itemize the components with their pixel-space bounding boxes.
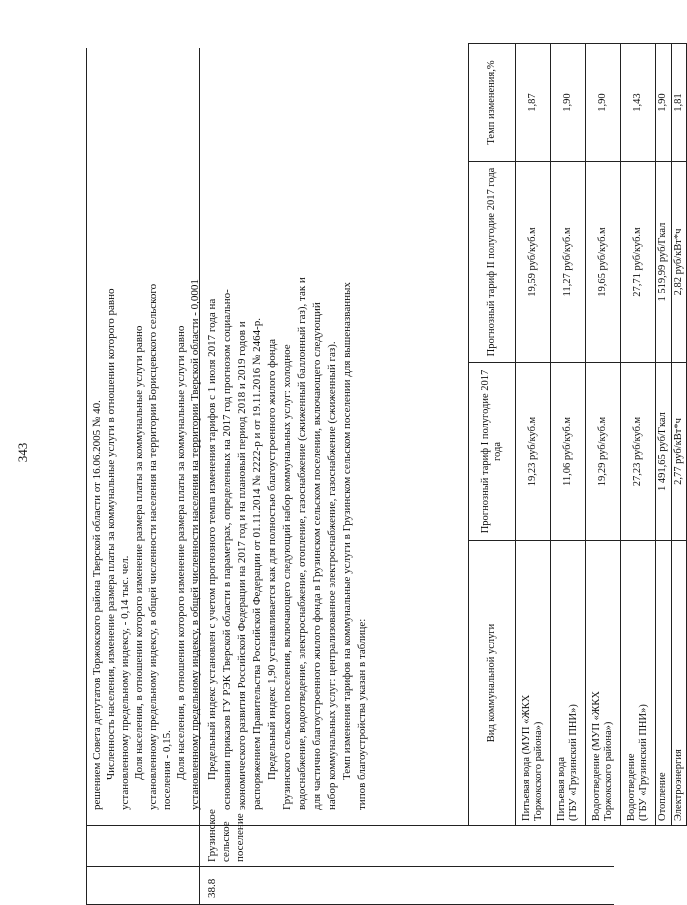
frame-top-border <box>86 48 87 904</box>
settlement-name-line: поселение <box>234 813 246 862</box>
change-rate: 1,90 <box>656 44 672 162</box>
settlement-name-line: сельское <box>220 821 232 862</box>
previous-row-text-line: установленному предельному индексу, в общей численности населения на территории Борисцевского сельского <box>147 283 159 810</box>
tariff-h2: 27,71 руб/куб.м <box>621 162 656 363</box>
table-row <box>621 44 656 826</box>
body-text-line: водоснабжение, водоотведение, электроснабжение, отопление, газоснабжение (сжиженный баллонный газ), так и <box>296 277 308 810</box>
tariff-h1: 27,23 руб/куб.м <box>621 363 656 541</box>
body-text-line: для частично благоустроенного жилого фонда в Грузинском сельском поселении, включающего следующий <box>311 302 323 810</box>
tariff-h2: 19,59 руб/куб.м <box>516 162 551 363</box>
previous-row-text-line: установленному предельному индексу, в общей численности населения на территории Тверской области - 0,0001 <box>189 279 201 810</box>
service-line: Питьевая вода (МУП «ЖКХ <box>520 694 532 821</box>
service-line: Водоотведение <box>625 753 637 821</box>
service-name <box>551 541 586 826</box>
change-rate: 1,90 <box>586 44 621 162</box>
tariff-h2: 11,27 руб/куб.м <box>551 162 586 363</box>
table-row <box>656 44 672 826</box>
settlement-name <box>205 809 247 862</box>
body-text-line: набор коммунальных услуг: централизованное электроснабжение, газоснабжение (сжиженный газ). <box>326 341 338 810</box>
body-text-line: типов благоустройства указан в таблице: <box>356 618 368 810</box>
service-name: Отопление <box>656 541 672 826</box>
table-row <box>516 44 551 826</box>
service-line: Водоотведение (МУП «ЖКХ <box>590 691 602 821</box>
tariff-table <box>468 43 687 826</box>
body-text-line: Предельный индекс установлен с учетом прогнозного темпа изменения тарифов с 1 июля 2017 года на <box>206 298 218 780</box>
body-text-line: экономического развития Российской Федерации на 2017 год и на плановый период 2018 и 2019 годов и <box>236 321 248 810</box>
tariff-h2: 1 519,99 руб/Гкал <box>656 162 672 363</box>
tariff-h2: 2,82 руб/кВт*ч <box>671 162 687 363</box>
table-row <box>551 44 586 826</box>
previous-row-text-line: установленному предельному индексу, - 0,14 тыс. чел. <box>119 555 131 810</box>
change-rate: 1,90 <box>551 44 586 162</box>
service-name <box>621 541 656 826</box>
service-line: Торжокского района») <box>603 721 614 821</box>
service-line: Питьевая вода <box>555 756 567 821</box>
service-name <box>586 541 621 826</box>
previous-row-text-line: Доля населения, в отношении которого изменение размера платы за коммунальные услуги равно <box>175 325 187 780</box>
row-number: 38.8 <box>206 878 218 898</box>
service-line: (ГБУ «Грузинский ПНИ») <box>568 704 579 821</box>
change-rate: 1,81 <box>671 44 687 162</box>
number-column-border <box>86 866 614 867</box>
body-text-line: Темп изменения тарифов на коммунальные услуги в Грузинском сельском поселении для вышеназванных <box>341 282 353 780</box>
service-line: (ГБУ «Грузинский ПНИ») <box>638 704 649 821</box>
tariff-h2: 19,65 руб/куб.м <box>586 162 621 363</box>
service-line: Торжокского района») <box>533 721 544 821</box>
header-tariff-h1: Прогнозный тариф I полугодие 2017 года <box>469 363 516 541</box>
table-row <box>671 44 687 826</box>
previous-row-text-line: Численность населения, изменение размера платы за коммунальные услуги в отношении которого равно <box>105 288 117 780</box>
body-text-line: Предельный индекс 1,90 устанавливается как для полностью благоустроенного жилого фонда <box>266 338 278 780</box>
page-number: 343 <box>15 442 30 463</box>
header-tariff-h2: Прогнозный тариф II полугодие 2017 года <box>469 162 516 363</box>
body-text-line: Грузинского сельского поселения, включающего следующий набор коммунальных услуг: холодное <box>281 344 293 810</box>
header-change-rate: Темп изменения,% <box>469 44 516 162</box>
tariff-h1: 2,77 руб/кВт*ч <box>671 363 687 541</box>
previous-row-text-line: Доля населения, в отношении которого изменение размера платы за коммунальные услуги равно <box>133 325 145 780</box>
tariff-h1: 19,29 руб/куб.м <box>586 363 621 541</box>
body-text-line: распоряжением Правительства Российской Федерации от 01.11.2014 № 2222-р и от 19.11.2016 № 2464-р. <box>251 317 263 810</box>
previous-row-text-line: поселения - 0,15. <box>161 730 173 810</box>
change-rate: 1,43 <box>621 44 656 162</box>
table-row <box>586 44 621 826</box>
service-name: Электроэнергия <box>671 541 687 826</box>
change-rate: 1,87 <box>516 44 551 162</box>
header-service: Вид коммунальной услуги <box>469 541 516 826</box>
tariff-h1: 19,23 руб/куб.м <box>516 363 551 541</box>
body-text-line: основании приказов ГУ РЭК Тверской области в параметрах, определенных на 2017 год прогнозом социально- <box>221 289 233 810</box>
tariff-h1: 11,06 руб/куб.м <box>551 363 586 541</box>
table-header-row <box>469 44 516 826</box>
previous-row-text-line: решением Совета депутатов Торжокского района Тверской области от 16.06.2005 № 40. <box>91 400 103 810</box>
tariff-h1: 1 491,65 руб/Гкал <box>656 363 672 541</box>
settlement-name-line: Грузинское <box>206 809 218 862</box>
service-name <box>516 541 551 826</box>
